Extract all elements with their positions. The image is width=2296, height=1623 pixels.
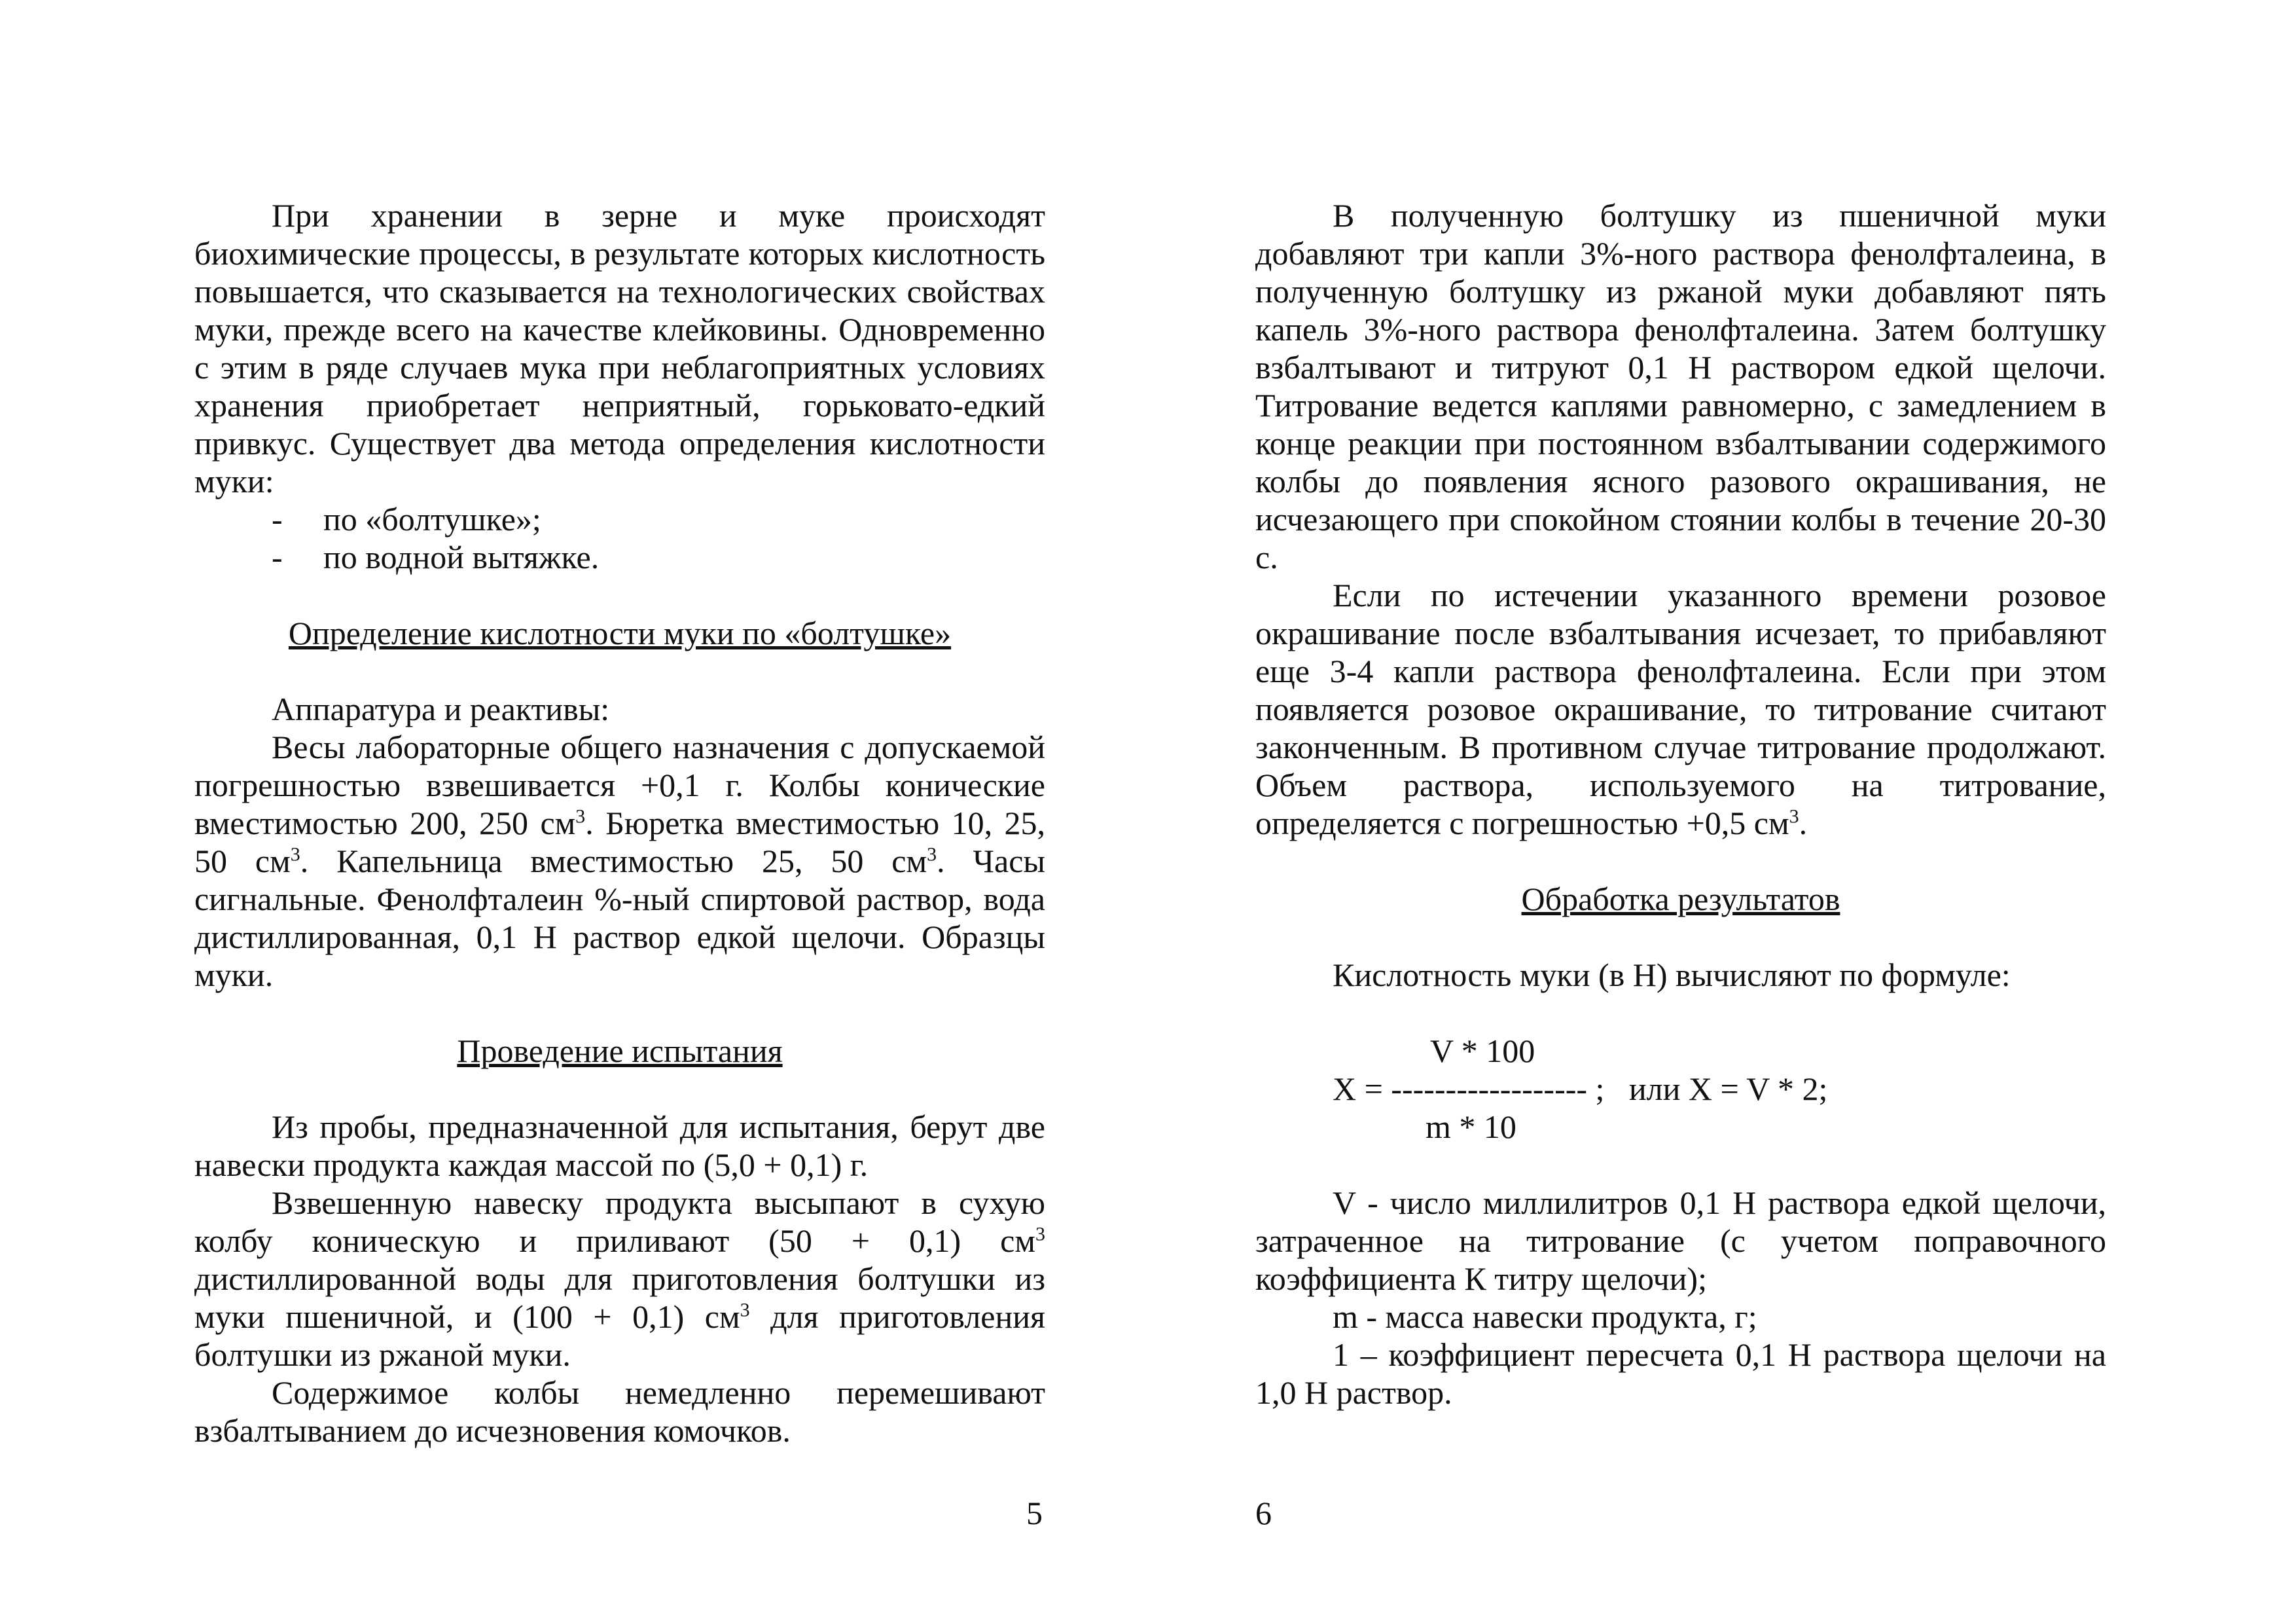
page-number-right: 6	[1255, 1495, 1272, 1531]
section-heading-results: Обработка результатов	[1521, 881, 1840, 917]
method-list-item-2	[194, 538, 1045, 576]
method-label: по «болтушке»;	[323, 501, 541, 538]
definition-v: V - число миллилитров 0,1 Н раствора едкой щелочи, затраченное на титрование (с учетом поправочного коэффициента К титру щелочи);	[1255, 1184, 2106, 1297]
titration-paragraph-2: Если по истечении указанного времени розовое окрашивание после взбалтывания исчезает, то прибавляют еще 3-4 капли раствора фенолфталеина. Если при этом появляется розовое окрашивание, то титрование считают законченным. В противном случае титрование продолжают. Объем раствора, используемого на титрование, определяется с погрешностью +0,5 $см^3$.	[1255, 577, 2106, 841]
section-heading-test: Проведение испытания	[457, 1032, 783, 1069]
right-page	[1255, 196, 2106, 1412]
intro-paragraph: При хранении в зерне и муке происходят биохимические процессы, в результате которых кислотность повышается, что сказывается на технологических свойствах муки, прежде всего на качестве клейковины. Одновременно с этим в ряде случаев мука при неблагоприятных условиях хранения приобретает неприятный, горьковато-едкий привкус. Существует два метода определения кислотности муки:	[194, 197, 1045, 500]
acidity-formula	[1255, 1032, 2106, 1146]
list-dash: -	[272, 539, 283, 575]
section-heading-boltushka: Определение кислотности муки по «болтушке»	[288, 615, 952, 651]
formula-line: X = ------------------ ; или X = V * 2;	[1333, 1070, 1828, 1107]
formula-intro: Кислотность муки (в Н) вычисляют по формуле:	[1333, 957, 2011, 993]
test-paragraph-3: Содержимое колбы немедленно перемешивают взбалтыванием до исчезновения комочков.	[194, 1374, 1045, 1449]
formula-numerator: V * 100	[1430, 1032, 1535, 1069]
method-list-item-1	[194, 500, 1045, 538]
test-paragraph-2: Взвешенную навеску продукта высыпают в сухую колбу коническую и приливают (50 + 0,1) $см^3$ дистиллированной воды для приготовления болтушки из муки пшеничной, и (100 + 0,1) $см^3$ для приготовления болтушки из ржаной муки.	[194, 1184, 1045, 1373]
list-dash: -	[272, 501, 283, 538]
apparatus-label: Аппаратура и реактивы:	[272, 691, 610, 727]
test-paragraph-1: Из пробы, предназначенной для испытания, берут две навески продукта каждая массой по (5,0 + 0,1) г.	[194, 1108, 1045, 1183]
method-label: по водной вытяжке.	[323, 539, 600, 575]
titration-paragraph-1: В полученную болтушку из пшеничной муки добавляют три капли 3%-ного раствора фенолфталеина, в полученную болтушку из ржаной муки добавляют пять капель 3%-ного раствора фенолфталеина. Затем болтушку взбалтывают и титруют 0,1 Н раствором едкой щелочи. Титрование ведется каплями равномерно, с замедлением в конце реакции при постоянном взбалтывании содержимого колбы до появления ясного разового окрашивания, не исчезающего при спокойном стоянии колбы в течение 20-30 с.	[1255, 197, 2106, 575]
definition-m: m - масса навески продукта, г;	[1333, 1298, 1757, 1335]
formula-denominator: m * 10	[1426, 1108, 1516, 1145]
definition-coefficient: 1 – коэффициент пересчета 0,1 Н раствора щелочи на 1,0 Н раствор.	[1255, 1336, 2106, 1411]
page-number-left: 5	[1026, 1495, 1043, 1531]
apparatus-paragraph: Весы лабораторные общего назначения с допускаемой погрешностью взвешивается +0,1 г. Колбы конические вместимостью 200, 250 $см^3$. Бюретка вместимостью 10, 25, 50 $см^3$. Капельница вместимостью 25, 50 $см^3$. Часы сигнальные. Фенолфталеин %-ный спиртовой раствор, вода дистиллированная, 0,1 Н раствор едкой щелочи. Образцы муки.	[194, 729, 1045, 993]
left-page	[194, 196, 1045, 1450]
